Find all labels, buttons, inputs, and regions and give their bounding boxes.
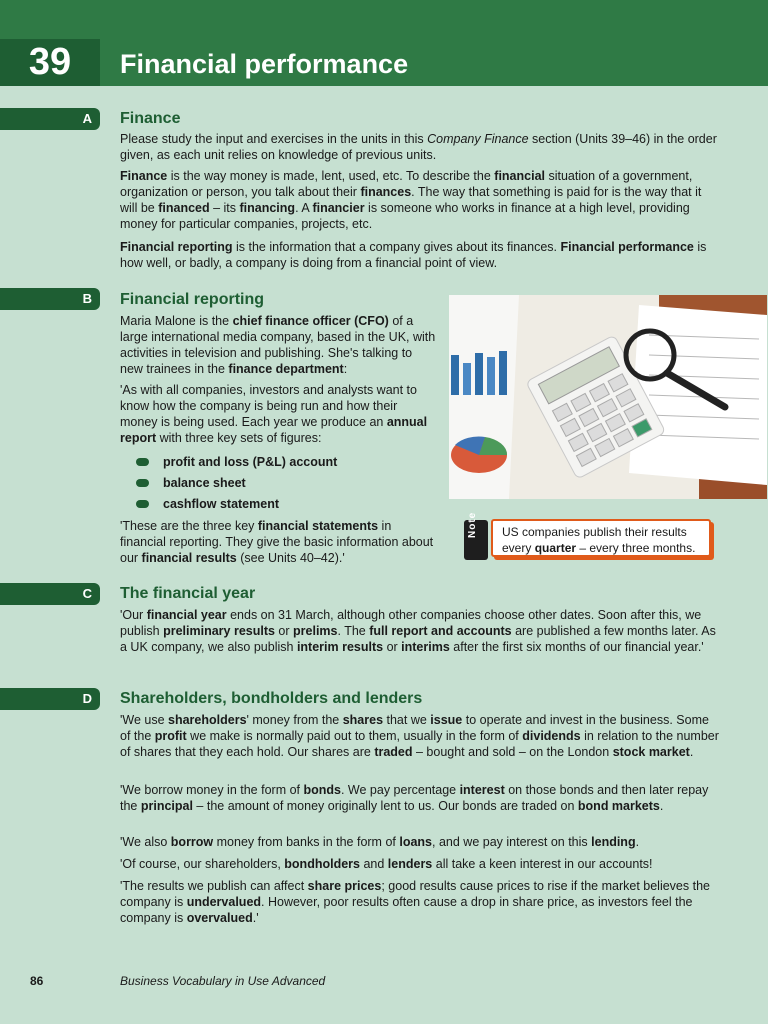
list-item: balance sheet — [136, 473, 337, 494]
book-title: Business Vocabulary in Use Advanced — [120, 974, 326, 988]
list-item: profit and loss (P&L) account — [136, 452, 337, 473]
section-a-tab — [0, 108, 100, 130]
section-b-letter: B — [82, 291, 92, 306]
section-a-para-1: Please study the input and exercises in the units in this Company Finance section (Units 39–46) in the order given, as each unit relies on knowledge of previous units. — [120, 132, 717, 162]
section-d-letter: D — [82, 691, 92, 706]
section-b-title: Financial reporting — [120, 291, 265, 308]
financial-statements-list — [136, 452, 337, 515]
section-a-title: Finance — [120, 110, 181, 127]
bullet-icon — [136, 458, 149, 466]
section-b-para-2: 'As with all companies, investors and analysts want to know how the company is being run and how their money is being used. Each year we produce an annual report with three key sets of figures: — [120, 383, 428, 445]
unit-number: 39 — [0, 39, 100, 86]
note-label: Note — [464, 520, 488, 560]
photo-illustration-icon — [449, 295, 767, 499]
section-c-letter: C — [82, 586, 92, 601]
bullet-icon — [136, 479, 149, 487]
section-d-para-2: 'We borrow money in the form of bonds. We pay percentage interest on those bonds and then later repay the principal – the amount of money originally lent to us. Our bonds are traded on bond markets. — [120, 783, 709, 813]
section-b-tab — [0, 288, 100, 310]
section-c-para-1: 'Our financial year ends on 31 March, although other companies choose other dates. Soon after this, we publish preliminary results or prelims. The full report and accounts are published a few months later. As a UK company, we also publish interim results or interims after the first six months of our financial year.' — [120, 608, 716, 654]
list-item: cashflow statement — [136, 494, 337, 515]
section-d-title: Shareholders, bondholders and lenders — [120, 690, 423, 707]
section-d-para-3: 'We also borrow money from banks in the form of loans, and we pay interest on this lending. — [120, 835, 640, 849]
section-d-para-5: 'The results we publish can affect share prices; good results cause prices to rise if the market believes the company is undervalued. However, poor results often cause a drop in share price, as investors feel the company is overvalued.' — [120, 879, 710, 925]
section-d-para-4: 'Of course, our shareholders, bondholders and lenders all take a keen interest in our accounts! — [120, 857, 653, 871]
section-a-para-2: Finance is the way money is made, lent, used, etc. To describe the financial situation of a government, organization or person, you talk about their finances. The way that something is paid for is the way that it will be financed – its financing. A financier is someone who works in finance at a high level, providing money for particular companies, projects, etc. — [120, 169, 702, 231]
page-number: 86 — [30, 974, 44, 988]
section-d-tab — [0, 688, 100, 710]
bullet-icon — [136, 500, 149, 508]
unit-title: Financial performance — [120, 49, 409, 79]
section-b-para-3: 'These are the three key financial statements in financial reporting. They give the basic information about our financial results (see Units 40–42).' — [120, 519, 434, 565]
calculator-magnifier-report-photo — [449, 295, 767, 499]
section-b-para-1: Maria Malone is the chief finance officer (CFO) of a large international media company, based in the UK, with activities in television and publishing. She's talking to new trainees in the finance department: — [120, 314, 436, 376]
section-a-para-3: Financial reporting is the information that a company gives about its finances. Financial performance is how well, or badly, a company is doing from a financial point of view. — [120, 240, 707, 270]
section-c-title: The financial year — [120, 585, 256, 602]
note-box: US companies publish their results every quarter – every three months. — [491, 519, 711, 557]
section-d-para-1: 'We use shareholders' money from the shares that we issue to operate and invest in the business. Some of the profit we make is normally paid out to them, usually in the form of dividends in relation to the number of shares that they each hold. Our shares are traded – bought and sold – on the London stock market. — [120, 713, 719, 759]
section-c-tab — [0, 583, 100, 605]
section-a-letter: A — [82, 111, 92, 126]
